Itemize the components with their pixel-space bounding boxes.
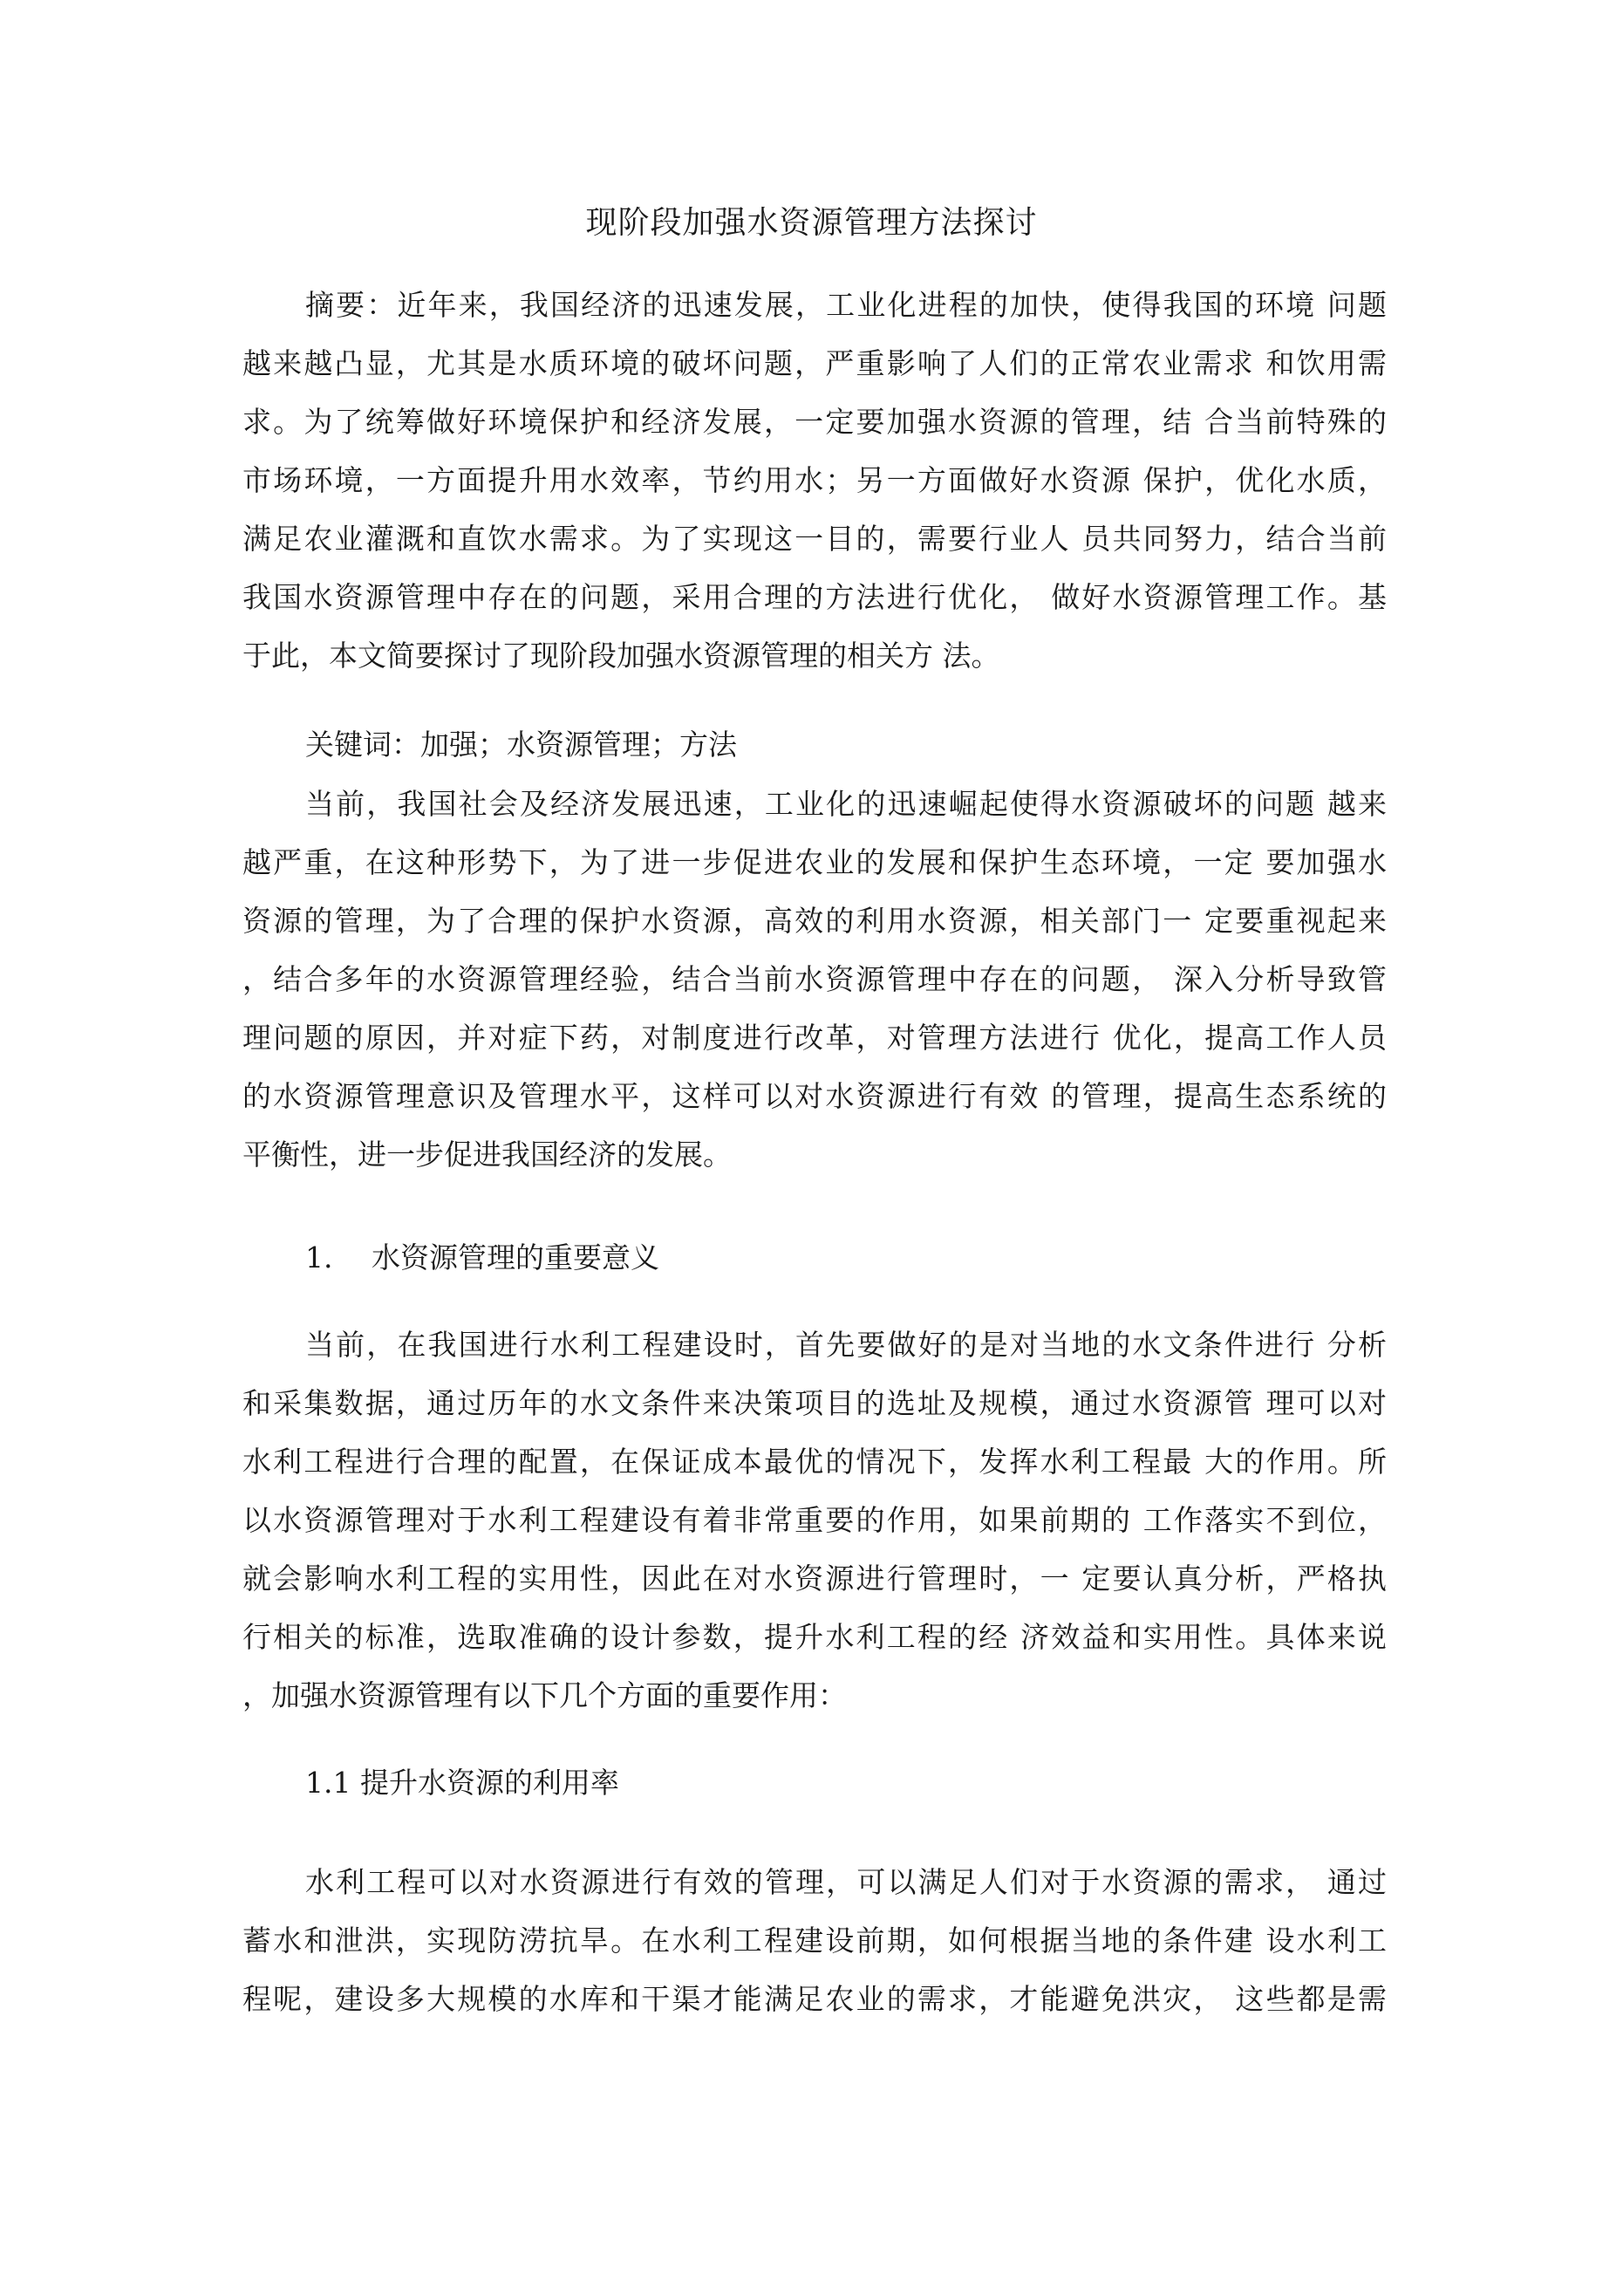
section-1-number: 1. — [305, 1240, 333, 1274]
section-1-1-line: 程呢，建设多大规模的水库和干渠才能满足农业的需求，才能避免洪灾， 这些都是需 — [242, 1982, 1387, 2016]
intro-line: 平衡性，进一步促进我国经济的发展。 — [242, 1138, 732, 1172]
section-1-1-line: 水利工程可以对水资源进行有效的管理，可以满足人们对于水资源的需求， 通过 — [305, 1865, 1387, 1899]
section-1-paragraph — [242, 1315, 1387, 1725]
document-title: 现阶段加强水资源管理方法探讨 — [585, 205, 1038, 241]
section-1-heading — [305, 1228, 659, 1287]
section-1-1-heading: 1.1 提升水资源的利用率 — [305, 1766, 619, 1800]
abstract-line: 我国水资源管理中存在的问题，采用合理的方法进行优化， 做好水资源管理工作。基 — [242, 580, 1387, 614]
section-1-line: ，加强水资源管理有以下几个方面的重要作用： — [242, 1678, 847, 1712]
section-1-title: 水资源管理的重要意义 — [372, 1240, 659, 1274]
section-1-line: 就会影响水利工程的实用性，因此在对水资源进行管理时，一 定要认真分析，严格执 — [242, 1561, 1387, 1596]
keywords-line: 关键词：加强；水资源管理；方法 — [305, 728, 737, 762]
section-1-line: 当前，在我国进行水利工程建设时，首先要做好的是对当地的水文条件进行 分析 — [305, 1328, 1387, 1362]
intro-line: 越严重，在这种形势下，为了进一步促进农业的发展和保护生态环境，一定 要加强水 — [242, 845, 1387, 879]
abstract-line: 市场环境，一方面提升用水效率，节约用水；另一方面做好水资源 保护，优化水质， — [242, 463, 1387, 497]
intro-line: 当前，我国社会及经济发展迅速，工业化的迅速崛起使得水资源破坏的问题 越来 — [305, 787, 1387, 821]
intro-line: 的水资源管理意识及管理水平，这样可以对水资源进行有效 的管理，提高生态系统的 — [242, 1079, 1387, 1113]
section-1-line: 水利工程进行合理的配置，在保证成本最优的情况下，发挥水利工程最 大的作用。所 — [242, 1445, 1387, 1479]
section-1-1-paragraph — [242, 1853, 1387, 2028]
abstract-line: 满足农业灌溉和直饮水需求。为了实现这一目的，需要行业人 员共同努力，结合当前 — [242, 522, 1387, 556]
section-1-1-line: 蓄水和泄洪，实现防涝抗旱。在水利工程建设前期，如何根据当地的条件建 设水利工 — [242, 1924, 1387, 1958]
abstract-paragraph — [242, 276, 1387, 685]
intro-paragraph — [242, 775, 1387, 1184]
abstract-line: 摘要：近年来，我国经济的迅速发展，工业化进程的加快，使得我国的环境 问题 — [305, 288, 1387, 322]
intro-line: 资源的管理，为了合理的保护水资源，高效的利用水资源，相关部门一 定要重视起来 — [242, 904, 1387, 938]
abstract-line: 求。为了统筹做好环境保护和经济发展，一定要加强水资源的管理，结 合当前特殊的 — [242, 405, 1387, 439]
section-1-line: 和采集数据，通过历年的水文条件来决策项目的选址及规模，通过水资源管 理可以对 — [242, 1386, 1387, 1420]
section-1-line: 行相关的标准，选取准确的设计参数，提升水利工程的经 济效益和实用性。具体来说 — [242, 1620, 1387, 1654]
section-1-line: 以水资源管理对于水利工程建设有着非常重要的作用，如果前期的 工作落实不到位， — [242, 1503, 1387, 1537]
abstract-line: 于此，本文简要探讨了现阶段加强水资源管理的相关方 法。 — [242, 639, 1000, 673]
intro-line: 理问题的原因，并对症下药，对制度进行改革，对管理方法进行 优化，提高工作人员 — [242, 1021, 1387, 1055]
intro-line: ，结合多年的水资源管理经验，结合当前水资源管理中存在的问题， 深入分析导致管 — [242, 962, 1387, 996]
abstract-line: 越来越凸显，尤其是水质环境的破坏问题，严重影响了人们的正常农业需求 和饮用需 — [242, 346, 1387, 380]
